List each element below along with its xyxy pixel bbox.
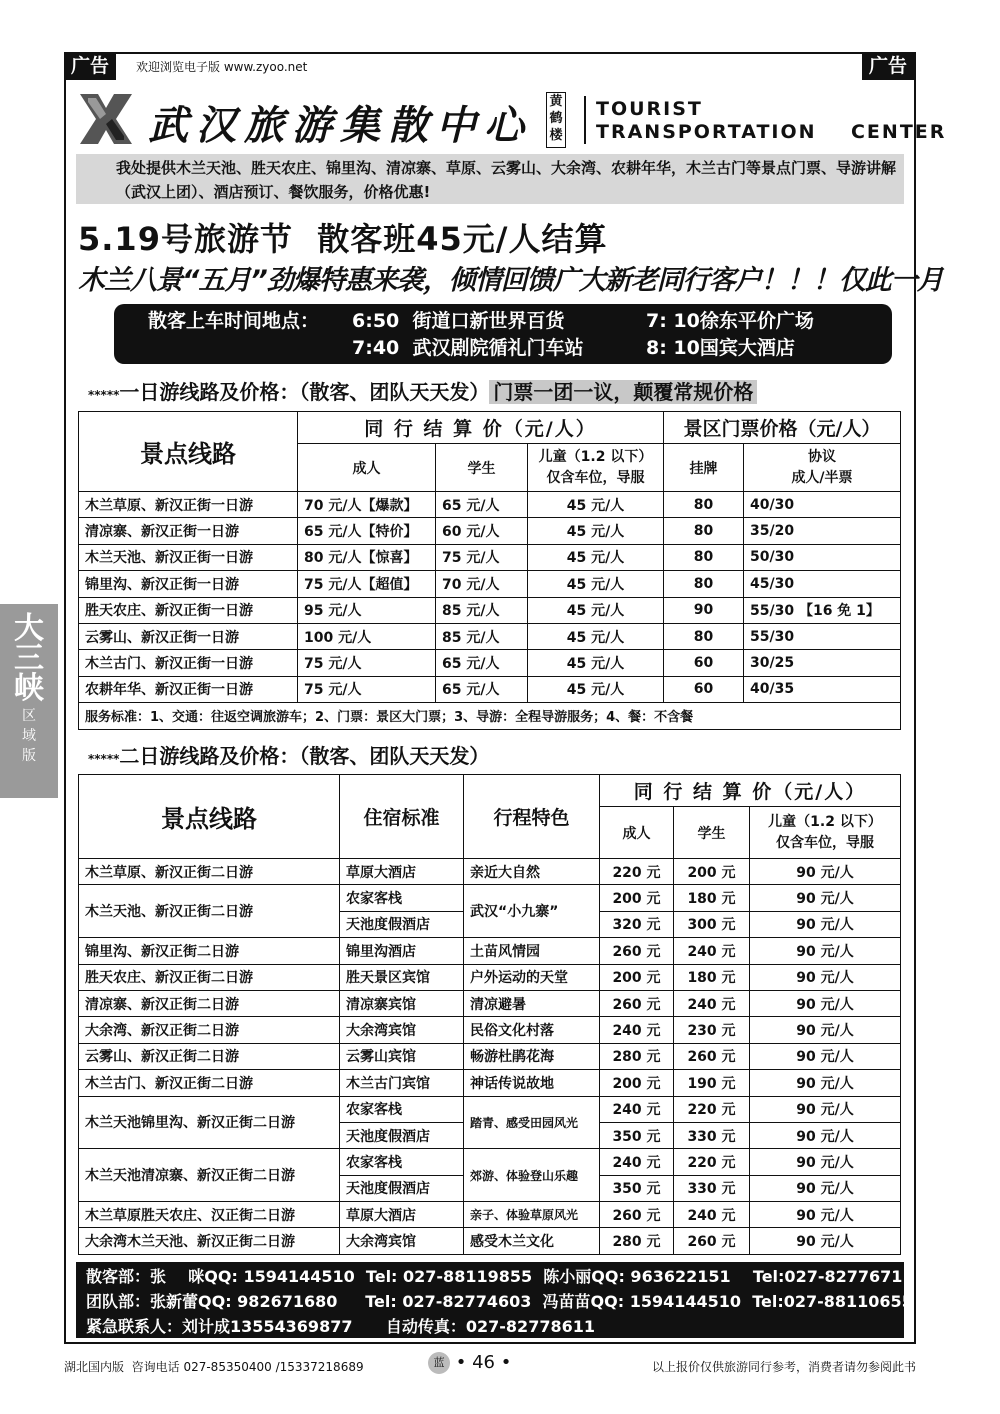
page-number: • 46 • xyxy=(455,1352,512,1373)
th2-child xyxy=(750,807,901,859)
table-row xyxy=(79,492,901,518)
table-row xyxy=(79,676,901,702)
cell-adult: 350 元 xyxy=(600,1122,674,1148)
cell-student: 260 元 xyxy=(674,1228,750,1254)
one-day-table xyxy=(78,411,901,730)
cell-child: 90 元/人 xyxy=(750,1149,901,1175)
cell-child: 90 元/人 xyxy=(750,1043,901,1069)
cell-adult: 75 元/人 xyxy=(298,650,436,676)
cell-student: 180 元 xyxy=(674,885,750,911)
cell-list: 80 xyxy=(664,518,744,544)
cell-feature: 户外运动的天堂 xyxy=(464,964,600,990)
cell-feature: 郊游、体验登山乐趣 xyxy=(464,1149,600,1202)
cell-list: 80 xyxy=(664,492,744,518)
intro-box: 我处提供木兰天池、胜天农庄、锦里沟、清凉寨、草原、云雾山、大余湾、农耕年华，木兰古门等景点门票、导游讲解（武汉上团）、酒店预订、餐饮服务，价格优惠! xyxy=(76,154,904,204)
cell-student: 85 元/人 xyxy=(436,623,528,649)
table-row xyxy=(79,885,901,911)
cell-route: 木兰草原胜天农庄、汉正街二日游 xyxy=(79,1202,340,1228)
one-day-rows xyxy=(79,492,901,703)
cell-route: 清凉寨、新汉正街二日游 xyxy=(79,990,340,1016)
cell-adult: 260 元 xyxy=(600,990,674,1016)
table-row xyxy=(79,1017,901,1043)
cell-hotel: 天池度假酒店 xyxy=(340,1175,464,1201)
cell-feature: 武汉“小九寨” xyxy=(464,885,600,938)
cell-adult: 280 元 xyxy=(600,1043,674,1069)
pickup-schedule xyxy=(114,304,892,364)
cell-hotel: 木兰古门宾馆 xyxy=(340,1070,464,1096)
ad-label-right: 广告 xyxy=(862,52,914,80)
th-child xyxy=(528,444,664,492)
headline: 5.19号旅游节 散客班45元/人结算 xyxy=(78,220,608,258)
th2-adult: 成人 xyxy=(600,807,674,859)
cell-adult: 200 元 xyxy=(600,964,674,990)
side-title: 大 三 峡 xyxy=(14,611,44,706)
section-two-day xyxy=(88,740,489,769)
cell-route: 锦里沟、新汉正街二日游 xyxy=(79,938,340,964)
cell-adult: 65 元/人【特价】 xyxy=(298,518,436,544)
cell-child: 45 元/人 xyxy=(528,676,664,702)
pickup-1: 6:50 街道口新世界百货 xyxy=(352,310,565,332)
cell-hotel: 大余湾宾馆 xyxy=(340,1228,464,1254)
cell-list: 80 xyxy=(664,623,744,649)
cell-student: 190 元 xyxy=(674,1070,750,1096)
cell-route: 云雾山、新汉正街一日游 xyxy=(79,623,298,649)
cell-route: 大余湾木兰天池、新汉正街二日游 xyxy=(79,1228,340,1254)
cell-list: 60 xyxy=(664,650,744,676)
footer-left: 湖北国内版 咨询电话 027-85350400 /15337218689 xyxy=(64,1360,364,1374)
footer-page xyxy=(428,1352,511,1374)
th2-hotel: 住宿标准 xyxy=(340,775,464,859)
logo-english-name xyxy=(596,98,946,144)
logo-en-line2: TRANSPORTATION CENTER xyxy=(596,121,947,143)
cell-child: 90 元/人 xyxy=(750,885,901,911)
cell-list: 80 xyxy=(664,544,744,570)
cell-student: 65 元/人 xyxy=(436,650,528,676)
cell-list: 80 xyxy=(664,571,744,597)
cell-adult: 350 元 xyxy=(600,1175,674,1201)
contact-box xyxy=(76,1262,914,1338)
th-settle: 同 行 结 算 价（元/人） xyxy=(298,412,664,444)
cell-student: 65 元/人 xyxy=(436,676,528,702)
th2-route: 景点线路 xyxy=(79,775,340,859)
th-ticket: 景区门票价格（元/人） xyxy=(664,412,901,444)
cell-child: 45 元/人 xyxy=(528,597,664,623)
cell-child: 90 元/人 xyxy=(750,1070,901,1096)
cell-adult: 95 元/人 xyxy=(298,597,436,623)
table-row xyxy=(79,623,901,649)
cell-student: 180 元 xyxy=(674,964,750,990)
section2-stars: ***** xyxy=(88,752,120,766)
cell-hotel: 农家客栈 xyxy=(340,1096,464,1122)
cell-feature: 神话传说故地 xyxy=(464,1070,600,1096)
subhead: 木兰八景“五月”劲爆特惠来袭，倾情回馈广大新老同行客户！！！仅此一月 xyxy=(78,265,943,296)
cell-student: 220 元 xyxy=(674,1149,750,1175)
logo-header xyxy=(76,88,947,150)
th-agree-line1: 协议 xyxy=(808,448,836,465)
cell-student: 70 元/人 xyxy=(436,571,528,597)
cell-hotel: 大余湾宾馆 xyxy=(340,1017,464,1043)
cell-hotel: 胜天景区宾馆 xyxy=(340,964,464,990)
contact-line-3: 紧急联系人：刘计成13554369877 自动传真：027-82778611 xyxy=(86,1317,595,1336)
cell-child: 90 元/人 xyxy=(750,1096,901,1122)
cell-hotel: 天池度假酒店 xyxy=(340,911,464,937)
cell-child: 45 元/人 xyxy=(528,518,664,544)
cell-agree: 40/35 xyxy=(744,676,901,702)
cell-hotel: 农家客栈 xyxy=(340,885,464,911)
cell-student: 75 元/人 xyxy=(436,544,528,570)
section-one-day xyxy=(88,376,757,405)
pickup-4: 8: 10国宾大酒店 xyxy=(646,337,795,359)
cell-child: 45 元/人 xyxy=(528,544,664,570)
cell-student: 240 元 xyxy=(674,938,750,964)
table-row xyxy=(79,1070,901,1096)
logo-divider xyxy=(584,96,586,144)
cell-student: 300 元 xyxy=(674,911,750,937)
table-row xyxy=(79,1043,901,1069)
ad-label-left: 广告 xyxy=(64,52,116,80)
cell-route: 木兰古门、新汉正街一日游 xyxy=(79,650,298,676)
cell-child: 90 元/人 xyxy=(750,938,901,964)
section2-title: 二日游线路及价格：（散客、团队天天发） xyxy=(119,744,490,768)
site-url[interactable]: 欢迎浏览电子版 www.zyoo.net xyxy=(136,60,308,74)
cell-route: 木兰草原、新汉正街二日游 xyxy=(79,859,340,885)
section-title: 一日游线路及价格：（散客、团队天天发） xyxy=(119,380,490,404)
table-row xyxy=(79,650,901,676)
cell-feature: 土苗风情园 xyxy=(464,938,600,964)
cell-adult: 260 元 xyxy=(600,938,674,964)
cell-student: 65 元/人 xyxy=(436,492,528,518)
cell-route: 木兰草原、新汉正街一日游 xyxy=(79,492,298,518)
th-child-line1: 儿童（1.2 以下） xyxy=(538,448,653,465)
service-note: 服务标准：1、交通：往返空调旅游车；2、门票：景区大门票；3、导游：全程导游服务；4、餐：不含餐 xyxy=(79,703,901,729)
cell-route: 木兰天池锦里沟、新汉正街二日游 xyxy=(79,1096,340,1149)
cell-child: 90 元/人 xyxy=(750,859,901,885)
cell-child: 90 元/人 xyxy=(750,990,901,1016)
th2-child-line1: 儿童（1.2 以下） xyxy=(768,813,882,830)
cell-student: 330 元 xyxy=(674,1122,750,1148)
cell-route: 木兰古门、新汉正街二日游 xyxy=(79,1070,340,1096)
cell-agree: 30/25 xyxy=(744,650,901,676)
cell-student: 330 元 xyxy=(674,1175,750,1201)
page-mark-icon: 蓝 xyxy=(428,1352,450,1374)
cell-feature: 畅游杜鹃花海 xyxy=(464,1043,600,1069)
cell-route: 清凉寨、新汉正街一日游 xyxy=(79,518,298,544)
table-row xyxy=(79,597,901,623)
footer-right: 以上报价仅供旅游同行参考，消费者请勿参阅此书 xyxy=(651,1360,916,1374)
cell-child: 90 元/人 xyxy=(750,964,901,990)
cell-adult: 280 元 xyxy=(600,1228,674,1254)
table-row xyxy=(79,859,901,885)
cell-student: 60 元/人 xyxy=(436,518,528,544)
cell-hotel: 清凉寨宾馆 xyxy=(340,990,464,1016)
th-child-line2: 仅含车位，导服 xyxy=(546,469,645,486)
cell-adult: 100 元/人 xyxy=(298,623,436,649)
cell-child: 90 元/人 xyxy=(750,911,901,937)
cell-adult: 200 元 xyxy=(600,1070,674,1096)
cell-route: 胜天农庄、新汉正街一日游 xyxy=(79,597,298,623)
table-row xyxy=(79,1096,901,1122)
cell-agree: 50/30 xyxy=(744,544,901,570)
th2-settle: 同 行 结 算 价（元/人） xyxy=(600,775,901,807)
cell-agree: 55/30 【16 免 1】 xyxy=(744,597,901,623)
th-agree-line2: 成人/半票 xyxy=(791,469,853,486)
cell-adult: 260 元 xyxy=(600,1202,674,1228)
cell-student: 260 元 xyxy=(674,1043,750,1069)
cell-route: 木兰天池清凉寨、新汉正街二日游 xyxy=(79,1149,340,1202)
cell-student: 85 元/人 xyxy=(436,597,528,623)
pickup-label: 散客上车时间地点： xyxy=(148,310,320,332)
side-subtitle: 区 域 版 xyxy=(22,708,36,764)
cell-feature: 踏青、感受田园风光 xyxy=(464,1096,600,1149)
cell-route: 锦里沟、新汉正街一日游 xyxy=(79,571,298,597)
cell-route: 胜天农庄、新汉正街二日游 xyxy=(79,964,340,990)
th2-student: 学生 xyxy=(674,807,750,859)
contact-line-1: 散客部：张 咪QQ: 1594144510 Tel: 027-88119855 陈小丽QQ: 963622151 Tel:027-82776711 xyxy=(86,1267,914,1286)
cell-child: 45 元/人 xyxy=(528,492,664,518)
cell-route: 云雾山、新汉正街二日游 xyxy=(79,1043,340,1069)
cell-adult: 240 元 xyxy=(600,1017,674,1043)
table-row xyxy=(79,1202,901,1228)
th2-feature: 行程特色 xyxy=(464,775,600,859)
cell-hotel: 草原大酒店 xyxy=(340,1202,464,1228)
table-row xyxy=(79,544,901,570)
cell-child: 90 元/人 xyxy=(750,1228,901,1254)
section-stars: ***** xyxy=(88,388,120,402)
cell-adult: 75 元/人 xyxy=(298,676,436,702)
cell-child: 45 元/人 xyxy=(528,623,664,649)
cell-route: 大余湾、新汉正街二日游 xyxy=(79,1017,340,1043)
contact-line-2: 团队部：张新蕾QQ: 982671680 Tel: 027-82774603 冯苗苗QQ: 1594144510 Tel:027-88110655 xyxy=(86,1292,913,1311)
table-row xyxy=(79,1228,901,1254)
cell-child: 45 元/人 xyxy=(528,571,664,597)
cell-adult: 70 元/人【爆款】 xyxy=(298,492,436,518)
cell-hotel: 锦里沟酒店 xyxy=(340,938,464,964)
cell-agree: 45/30 xyxy=(744,571,901,597)
th-route: 景点线路 xyxy=(79,412,298,492)
cell-agree: 55/30 xyxy=(744,623,901,649)
th-adult: 成人 xyxy=(298,444,436,492)
cell-adult: 220 元 xyxy=(600,859,674,885)
cell-feature: 亲近大自然 xyxy=(464,859,600,885)
logo-en-line1: TOURIST xyxy=(596,98,703,120)
cell-agree: 35/20 xyxy=(744,518,901,544)
th-list: 挂牌 xyxy=(664,444,744,492)
cell-student: 240 元 xyxy=(674,990,750,1016)
cell-hotel: 农家客栈 xyxy=(340,1149,464,1175)
table-row xyxy=(79,938,901,964)
logo-chinese-name: 武汉旅游集散中心 xyxy=(148,102,532,149)
cell-adult: 80 元/人【惊喜】 xyxy=(298,544,436,570)
cell-adult: 200 元 xyxy=(600,885,674,911)
cell-adult: 320 元 xyxy=(600,911,674,937)
cell-route: 木兰天池、新汉正街一日游 xyxy=(79,544,298,570)
cell-hotel: 草原大酒店 xyxy=(340,859,464,885)
cell-adult: 240 元 xyxy=(600,1149,674,1175)
cell-hotel: 天池度假酒店 xyxy=(340,1122,464,1148)
cell-child: 90 元/人 xyxy=(750,1175,901,1201)
cell-route: 农耕年华、新汉正街一日游 xyxy=(79,676,298,702)
table-row xyxy=(79,571,901,597)
th2-child-line2: 仅含车位，导服 xyxy=(776,834,874,851)
table-row xyxy=(79,990,901,1016)
cell-hotel: 云雾山宾馆 xyxy=(340,1043,464,1069)
cell-route: 木兰天池、新汉正街二日游 xyxy=(79,885,340,938)
section-highlight: 门票一团一议，颠覆常规价格 xyxy=(489,380,757,404)
cell-list: 90 xyxy=(664,597,744,623)
table-row xyxy=(79,518,901,544)
table-row xyxy=(79,1149,901,1175)
cell-list: 60 xyxy=(664,676,744,702)
logo-icon xyxy=(80,94,132,144)
cell-student: 240 元 xyxy=(674,1202,750,1228)
two-day-table xyxy=(78,774,901,1255)
region-side-tab xyxy=(0,604,58,798)
cell-feature: 亲子、体验草原风光 xyxy=(464,1202,600,1228)
cell-feature: 民俗文化村落 xyxy=(464,1017,600,1043)
cell-child: 45 元/人 xyxy=(528,650,664,676)
cell-student: 220 元 xyxy=(674,1096,750,1122)
cell-student: 230 元 xyxy=(674,1017,750,1043)
two-day-rows xyxy=(79,859,901,1255)
cell-feature: 清凉避暑 xyxy=(464,990,600,1016)
pickup-2: 7: 10徐东平价广场 xyxy=(646,310,814,332)
th-agree xyxy=(744,444,901,492)
cell-adult: 75 元/人【超值】 xyxy=(298,571,436,597)
cell-adult: 240 元 xyxy=(600,1096,674,1122)
cell-child: 90 元/人 xyxy=(750,1122,901,1148)
cell-agree: 40/30 xyxy=(744,492,901,518)
cell-feature: 感受木兰文化 xyxy=(464,1228,600,1254)
cell-student: 200 元 xyxy=(674,859,750,885)
logo-tag: 黄鹤楼 xyxy=(546,92,566,148)
pickup-3: 7:40 武汉剧院循礼门车站 xyxy=(352,337,584,359)
table-row xyxy=(79,964,901,990)
cell-child: 90 元/人 xyxy=(750,1017,901,1043)
th-student: 学生 xyxy=(436,444,528,492)
cell-child: 90 元/人 xyxy=(750,1202,901,1228)
